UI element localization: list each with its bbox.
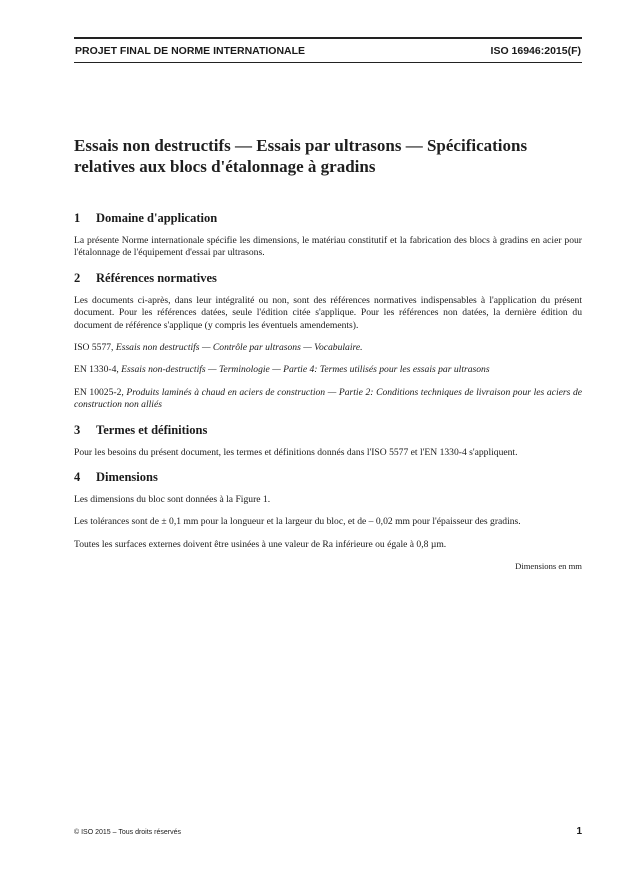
- section-number: 1: [74, 211, 81, 225]
- section-number: 2: [74, 270, 81, 285]
- section-title: Domaine d'application: [96, 211, 218, 225]
- title-line-1: Essais non destructifs — Essais par ultrasons — Spécifications: [74, 136, 528, 155]
- dimensions-unit-note: Dimensions en mm: [515, 561, 582, 572]
- section-scope: [74, 210, 582, 260]
- section-heading: [74, 469, 582, 485]
- reference-item: [74, 387, 582, 412]
- paragraph: Les dimensions du bloc sont données à la Figure 1.: [74, 494, 271, 506]
- reference-code: EN 1330-4,: [74, 364, 119, 376]
- section-heading: [74, 210, 582, 226]
- paragraph: Les tolérances sont de ± 0,1 mm pour la longueur et la largeur du bloc, et de – 0,02 mm pour l'épaisseur des gradins.: [74, 516, 521, 528]
- section-heading: [74, 270, 582, 286]
- copyright-notice: © ISO 2015 – Tous droits réservés: [74, 829, 181, 836]
- paragraph: Pour les besoins du présent document, les termes et définitions donnés dans l'ISO 5577 et l'EN 1330-4 s'appliquent.: [74, 446, 518, 458]
- reference-title: Essais non destructifs — Contrôle par ultrasons — Vocabulaire.: [115, 342, 363, 354]
- header-document-type: PROJET FINAL DE NORME INTERNATIONALE: [75, 44, 306, 57]
- section-terms-definitions: [74, 422, 582, 459]
- document-title: [74, 135, 582, 177]
- section-number: 4: [74, 470, 81, 485]
- reference-item: [74, 342, 582, 354]
- section-number: 3: [74, 422, 81, 437]
- header-standard-reference: ISO 16946:2015(F): [490, 44, 581, 57]
- paragraph: Toutes les surfaces externes doivent être usinées à une valeur de Ra inférieure ou égale à 0,8 µm.: [74, 538, 447, 550]
- paragraph: La présente Norme internationale spécifie les dimensions, le matériau constitutif et la fabrication des blocs à gradins en acier pour l'étalonnage de l'équipement d'essai par ultrasons.: [74, 235, 582, 259]
- section-title: Dimensions: [96, 470, 158, 485]
- section-title: Termes et définitions: [96, 422, 208, 437]
- section-dimensions: [74, 469, 582, 571]
- section-normative-references: [74, 270, 582, 412]
- reference-title: Produits laminés à chaud en aciers de construction — Partie 2: Conditions techniques de livraison pour les aciers de construction non alliés: [74, 386, 583, 411]
- title-line-2: relatives aux blocs d'étalonnage à gradins: [74, 157, 376, 176]
- paragraph: Les documents ci-après, dans leur intégralité ou non, sont des références normatives indispensables à l'application du présent document. Pour les références datées, seule l'édition citée s'applique. Pour les références non datées, la dernière édition du document de référence s'applique (y compris les éventuels amendements).: [74, 294, 582, 331]
- document-body: [74, 210, 582, 573]
- page-footer: [74, 826, 582, 837]
- reference-code: ISO 5577,: [74, 342, 114, 354]
- page-header: [74, 37, 582, 63]
- reference-item: [74, 364, 582, 376]
- section-title: Références normatives: [96, 270, 217, 285]
- reference-code: EN 10025-2,: [74, 386, 124, 398]
- reference-title: Essais non-destructifs — Terminologie — Partie 4: Termes utilisés pour les essais par ultrasons: [121, 364, 490, 376]
- page-number: 1: [576, 826, 582, 837]
- section-heading: [74, 422, 582, 438]
